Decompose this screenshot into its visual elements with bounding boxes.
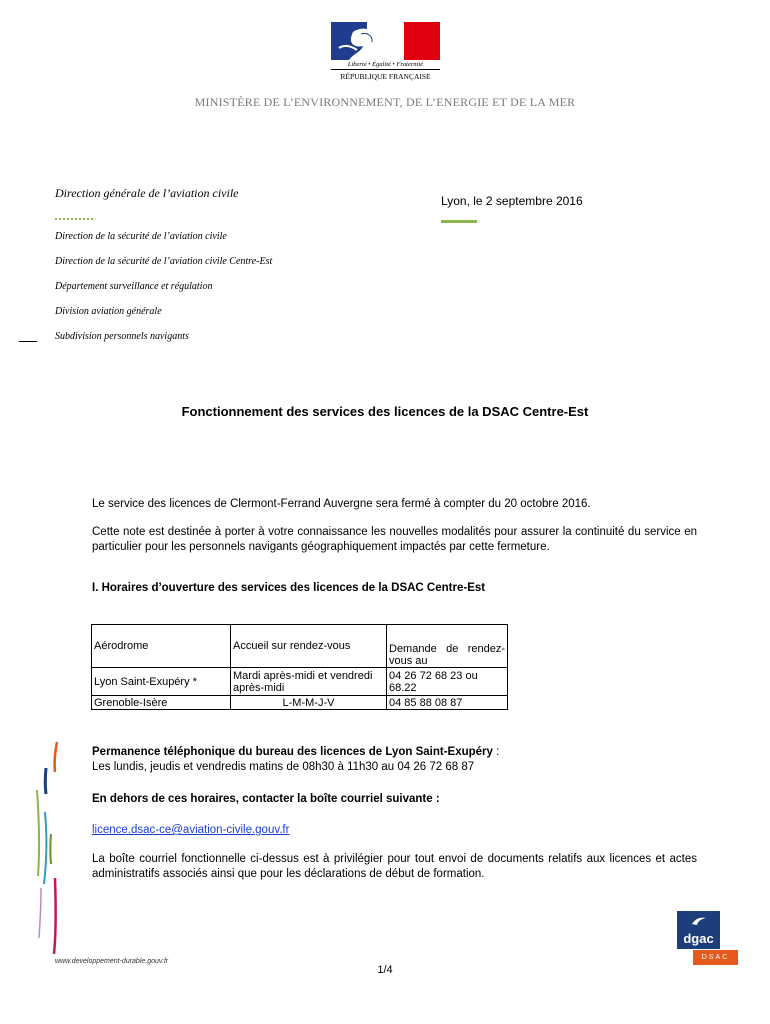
margin-dash <box>19 341 37 342</box>
table-cell: Lyon Saint-Exupéry * <box>92 668 231 696</box>
decorative-strokes-graphic <box>28 738 68 960</box>
permanence-heading: Permanence téléphonique du bureau des licences de Lyon Saint-Exupéry <box>92 746 493 758</box>
table-cell: Mardi après-midi et vendredi après-midi <box>231 668 387 696</box>
dgac-logo <box>677 911 720 949</box>
table-cell: 04 26 72 68 23 ou 68.22 <box>387 668 508 696</box>
table-header-row <box>92 625 508 668</box>
bird-icon <box>691 915 707 927</box>
paragraph-final: La boîte courriel fonctionnelle ci-dessus est à privilégier pour tout envoi de documents relatifs aux licences et actes administratifs associés ainsi que pour les déclarations de début de formation. <box>92 853 697 880</box>
republic-motto: Liberté • Égalité • Fraternité <box>347 61 424 68</box>
republic-name: RÉPUBLIQUE FRANÇAISE <box>340 72 431 81</box>
table-cell: L-M-M-J-V <box>231 696 387 710</box>
section-heading: I. Horaires d’ouverture des services des licences de la DSAC Centre-Est <box>92 582 486 594</box>
dsac-label: DSAC <box>693 950 738 965</box>
table-cell: 04 85 88 08 87 <box>387 696 508 710</box>
footer-website: www.developpement-durable.gouv.fr <box>55 958 169 965</box>
table-row <box>92 696 508 710</box>
permanence-colon: : <box>492 746 500 758</box>
document-title: Fonctionnement des services des licences de la DSAC Centre-Est <box>181 404 589 419</box>
opening-hours-table <box>91 624 508 710</box>
paragraph-purpose: Cette note est destinée à porter à votre connaissance les nouvelles modalités pour assurer la continuité du service en particulier pour les personnels navigants géographiquement impactés par cette fermeture. <box>92 526 697 553</box>
separator-dotted-line <box>55 218 93 220</box>
republique-francaise-logo <box>331 22 440 84</box>
place-date: Lyon, le 2 septembre 2016 <box>441 194 583 208</box>
outside-hours-heading: En dehors de ces horaires, contacter la boîte courriel suivante : <box>92 793 440 805</box>
table-header-cell: Demande de rendez-vous au <box>387 625 508 668</box>
date-accent-bar <box>441 220 477 223</box>
sender-line: Subdivision personnels navigants <box>55 331 189 342</box>
table-cell: Grenoble-Isère <box>92 696 231 710</box>
table-row <box>92 668 508 696</box>
ministry-name: MINISTÈRE DE L’ENVIRONNEMENT, DE L’ENERGIE ET DE LA MER <box>194 95 576 109</box>
dgac-logo-text: dgac <box>683 931 714 946</box>
permanence-text: Les lundis, jeudis et vendredis matins de 08h30 à 11h30 au 04 26 72 68 87 <box>92 761 475 773</box>
directorate-name: Direction générale de l’aviation civile <box>55 186 239 200</box>
sender-line: Direction de la sécurité de l’aviation civile Centre-Est <box>55 256 273 267</box>
sender-line: Direction de la sécurité de l’aviation civile <box>55 231 227 242</box>
table-header-cell: Accueil sur rendez-vous <box>231 625 387 668</box>
table-header-cell: Aérodrome <box>92 625 231 668</box>
email-link[interactable]: licence.dsac-ce@aviation-civile.gouv.fr <box>92 824 290 836</box>
sender-line: Division aviation générale <box>55 306 162 317</box>
permanence-block <box>92 745 697 775</box>
sender-line: Département surveillance et régulation <box>55 281 213 292</box>
page-number: 1/4 <box>377 964 393 976</box>
email-line <box>92 823 697 838</box>
paragraph-closure: Le service des licences de Clermont-Ferrand Auvergne sera fermé à compter du 20 octobre 2016. <box>92 498 591 510</box>
logo-divider <box>331 69 440 70</box>
